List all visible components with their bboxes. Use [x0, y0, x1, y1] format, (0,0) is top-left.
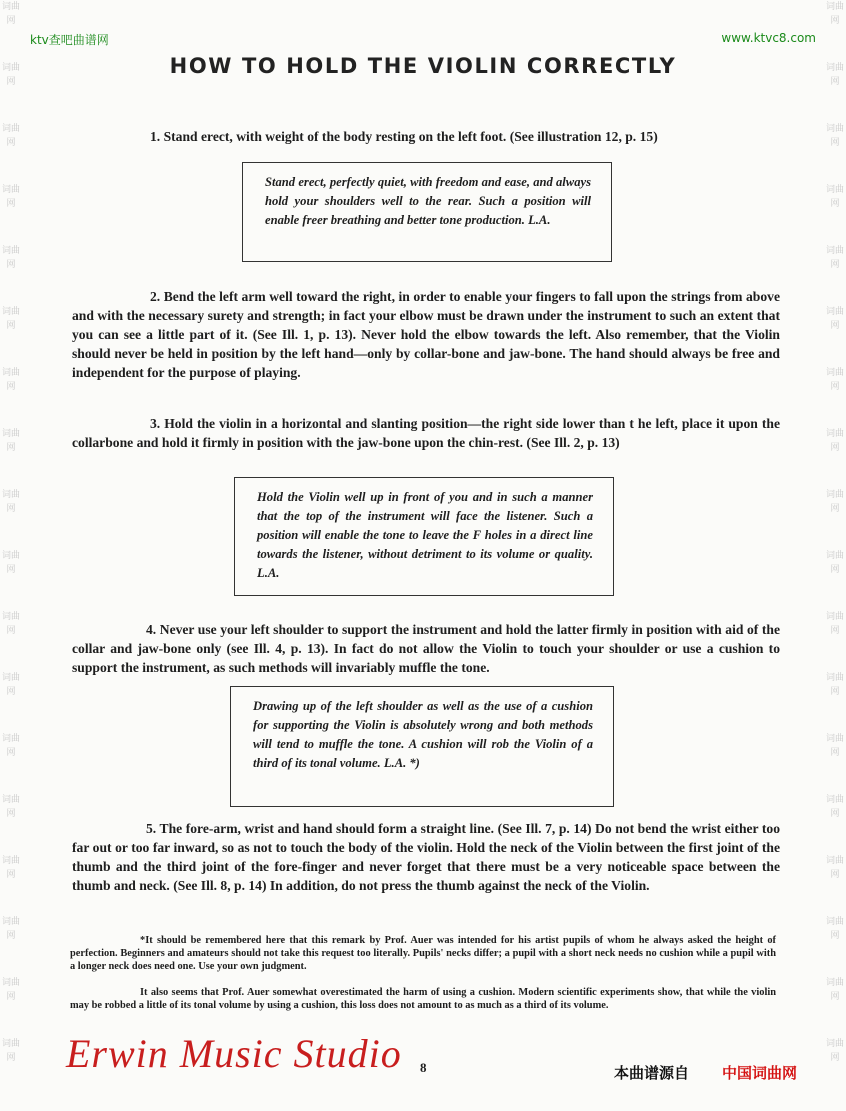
page-number: 8	[420, 1060, 427, 1075]
paragraph-5: 5. The fore-arm, wrist and hand should form a straight line. (See Ill. 7, p. 14) Do not bend the wrist either too far out or too far inward, so as not to touch the body of the violin. Hold the neck of the Violin between the first joint of the thumb and the third joint of the fore-finger and never forget that there must be a very noticeable space between the thumb and neck. (See Ill. 8, p. 14) In addition, do not press the thumb against the neck of the Violin.	[72, 821, 780, 893]
watermark-right: 词曲网 词曲网 词曲网 词曲网 词曲网 词曲网 词曲网 词曲网 词曲网 词曲网 词曲网 词曲网 词曲网 词曲网 词曲网 词曲网 词曲网 词曲网	[826, 2, 845, 1063]
paragraph-1: 1. Stand erect, with weight of the body resting on the left foot. (See illustration 12, p. 15)	[150, 129, 658, 144]
quote-box-3: Hold the Violin well up in front of you and in such a manner that the top of the instrument will face the listener. Such a position will enable the tone to leave the F holes in a direct line towards the listener, without detriment to its volume or quality. L.A.	[234, 477, 614, 596]
paragraph-3: 3. Hold the violin in a horizontal and slanting position—the right side lower than t he left, place it upon the collarbone and hold it firmly in position with the jaw-bone upon the chin-rest. (See Ill. 2, p. 13)	[72, 416, 780, 450]
footnote-2: It also seems that Prof. Auer somewhat overestimated the harm of using a cushion. Modern scientific experiments show, that while the violin may be robbed a little of its tonal volume by using a cushion, this loss does not amount to as much as a third of its volume.	[70, 987, 776, 1011]
footnote-1: *It should be remembered here that this remark by Prof. Auer was intended for his artist pupils of whom he always asked the height of perfection. Beginners and amateurs should not take this request too literally. Pupils' necks differ; a pupil with a short neck needs no cushion while a pupil with a longer neck does need one. Use your own judgment.	[70, 935, 776, 972]
quote-box-1: Stand erect, perfectly quiet, with freedom and ease, and always hold your shoulders well to the rear. Such a position will enable freer breathing and better tone production. L.A.	[242, 162, 612, 262]
source-label: 本曲谱源自	[614, 1064, 690, 1082]
quote-box-4: Drawing up of the left shoulder as well as the use of a cushion for supporting the Violin is absolutely wrong and both methods will tend to muffle the tone. A cushion will rob the Violin of a third of its tonal volume. L.A. *)	[230, 686, 614, 807]
source-site: 中国词曲网	[722, 1064, 798, 1082]
paragraph-4: 4. Never use your left shoulder to support the instrument and hold the latter firmly in position with aid of the collar and jaw-bone only (see Ill. 4, p. 13). In fact do not allow the Violin to touch your shoulder or use a cushion to support the instrument, as such methods will invariably muffle the tone.	[72, 622, 780, 675]
site-name-left: ktv查吧曲谱网	[30, 33, 109, 47]
page-title: HOW TO HOLD THE VIOLIN CORRECTLY	[169, 54, 677, 78]
watermark-left: 词曲网 词曲网 词曲网 词曲网 词曲网 词曲网 词曲网 词曲网 词曲网 词曲网 词曲网 词曲网 词曲网 词曲网 词曲网 词曲网 词曲网 词曲网	[2, 2, 21, 1063]
paragraph-2: 2. Bend the left arm well toward the right, in order to enable your fingers to fall upon the strings from above and with the necessary surety and strength; in fact your elbow must be drawn under the instrument to such an extent that you can see a little part of it. (See Ill. 1, p. 13). Never hold the elbow towards the left. Also remember, that the Violin should never be held in position by the left hand—only by collar-bone and jaw-bone. The hand should always be free and independent for the purpose of playing.	[72, 289, 780, 380]
site-url-right: www.ktvc8.com	[721, 31, 816, 45]
studio-logo: Erwin Music Studio	[66, 1031, 402, 1076]
